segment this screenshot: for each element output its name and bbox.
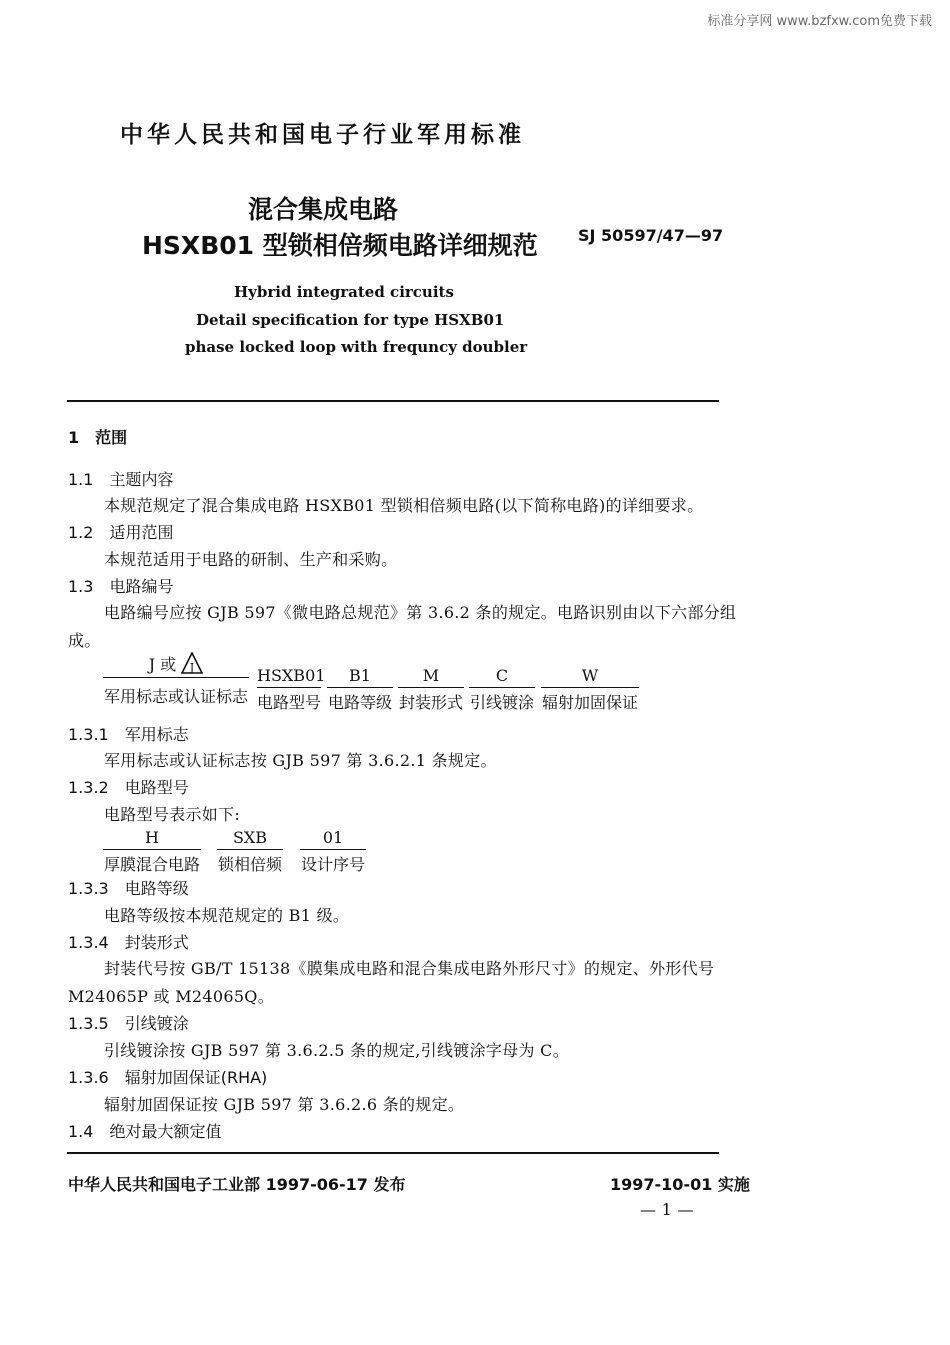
certification-triangle-icon [181, 652, 203, 674]
section-1-3-3-heading: 1.3.3 电路等级 [68, 879, 189, 898]
designation-part-level: B1 电路等级 [327, 666, 392, 712]
section-1-3-3-text: 电路等级按本规范规定的 B1 级。 [104, 906, 350, 925]
section-1-4-heading: 1.4 绝对最大额定值 [68, 1122, 222, 1141]
section-1-3-6-heading: 1.3.6 辐射加固保证(RHA) [68, 1068, 268, 1087]
header-rule [67, 400, 719, 402]
page-number: — 1 — [640, 1200, 694, 1219]
designation-military-mark [103, 652, 249, 707]
section-1-3-4-text2: M24065P 或 M24065Q。 [68, 987, 275, 1006]
section-1-3-2-heading: 1.3.2 电路型号 [68, 778, 189, 797]
section-1-2-text: 本规范适用于电路的研制、生产和采购。 [104, 550, 398, 569]
model-part-thick-film: H 厚膜混合电路 [103, 828, 200, 874]
section-1-3-text1: 电路编号应按 GJB 597《微电路总规范》第 3.6.2 条的规定。电路识别由以下六部分组 [104, 603, 737, 622]
section-1-3-4-text1: 封装代号按 GB/T 15138《膜集成电路和混合集成电路外形尺寸》的规定、外形代号 [104, 959, 715, 978]
section-1-3-4-heading: 1.3.4 封装形式 [68, 933, 189, 952]
military-mark-label: 军用标志或认证标志 [103, 687, 248, 706]
model-part-pll-doubler: SXB 锁相倍频 [217, 828, 282, 874]
model-part-design-serial: 01 设计序号 [300, 828, 365, 874]
designation-part-model: HSXB01 电路型号 [257, 666, 326, 712]
section-1-3-5-text: 引线镀涂按 GJB 597 第 3.6.2.5 条的规定,引线镀涂字母为 C。 [104, 1041, 570, 1060]
military-mark-top: J 或 J [103, 652, 249, 678]
footer-rule [67, 1152, 719, 1154]
title-en-line3: phase locked loop with frequncy doubler [185, 338, 528, 356]
title-cn-line2: HSXB01 型锁相倍频电路详细规范 [142, 231, 538, 260]
section-1-2-heading: 1.2 适用范围 [68, 523, 174, 542]
section-1-3-2-text: 电路型号表示如下: [104, 805, 241, 824]
section-1-1-heading: 1.1 主题内容 [68, 470, 174, 489]
section-1-heading: 1 范围 [68, 428, 128, 447]
section-1-1-text: 本规范规定了混合集成电路 HSXB01 型锁相倍频电路(以下简称电路)的详细要求。 [104, 496, 704, 515]
designation-part-rha: W 辐射加固保证 [541, 666, 638, 712]
section-1-3-1-text: 军用标志或认证标志按 GJB 597 第 3.6.2.1 条规定。 [104, 751, 497, 770]
designation-part-lead-finish: C 引线镀涂 [469, 666, 534, 712]
watermark: 标准分享网 www.bzfxw.com免费下载 [707, 14, 932, 29]
section-1-3-text2: 成。 [68, 631, 101, 650]
section-1-3-5-heading: 1.3.5 引线镀涂 [68, 1014, 189, 1033]
doc-code: SJ 50597/47—97 [578, 226, 724, 245]
section-1-3-heading: 1.3 电路编号 [68, 577, 174, 596]
standard-title: 中华人民共和国电子行业军用标准 [120, 122, 525, 148]
section-1-3-6-text: 辐射加固保证按 GJB 597 第 3.6.2.6 条的规定。 [104, 1095, 465, 1114]
designation-part-package: M 封装形式 [398, 666, 463, 712]
footer-issuer: 中华人民共和国电子工业部 1997-06-17 发布 [68, 1175, 406, 1194]
section-1-3-1-heading: 1.3.1 军用标志 [68, 725, 189, 744]
footer-effective-date: 1997-10-01 实施 [610, 1175, 750, 1194]
title-en-line1: Hybrid integrated circuits [234, 283, 454, 301]
title-cn-line1: 混合集成电路 [248, 195, 399, 224]
svg-text:J: J [190, 661, 195, 674]
title-en-line2: Detail specification for type HSXB01 [196, 311, 505, 329]
